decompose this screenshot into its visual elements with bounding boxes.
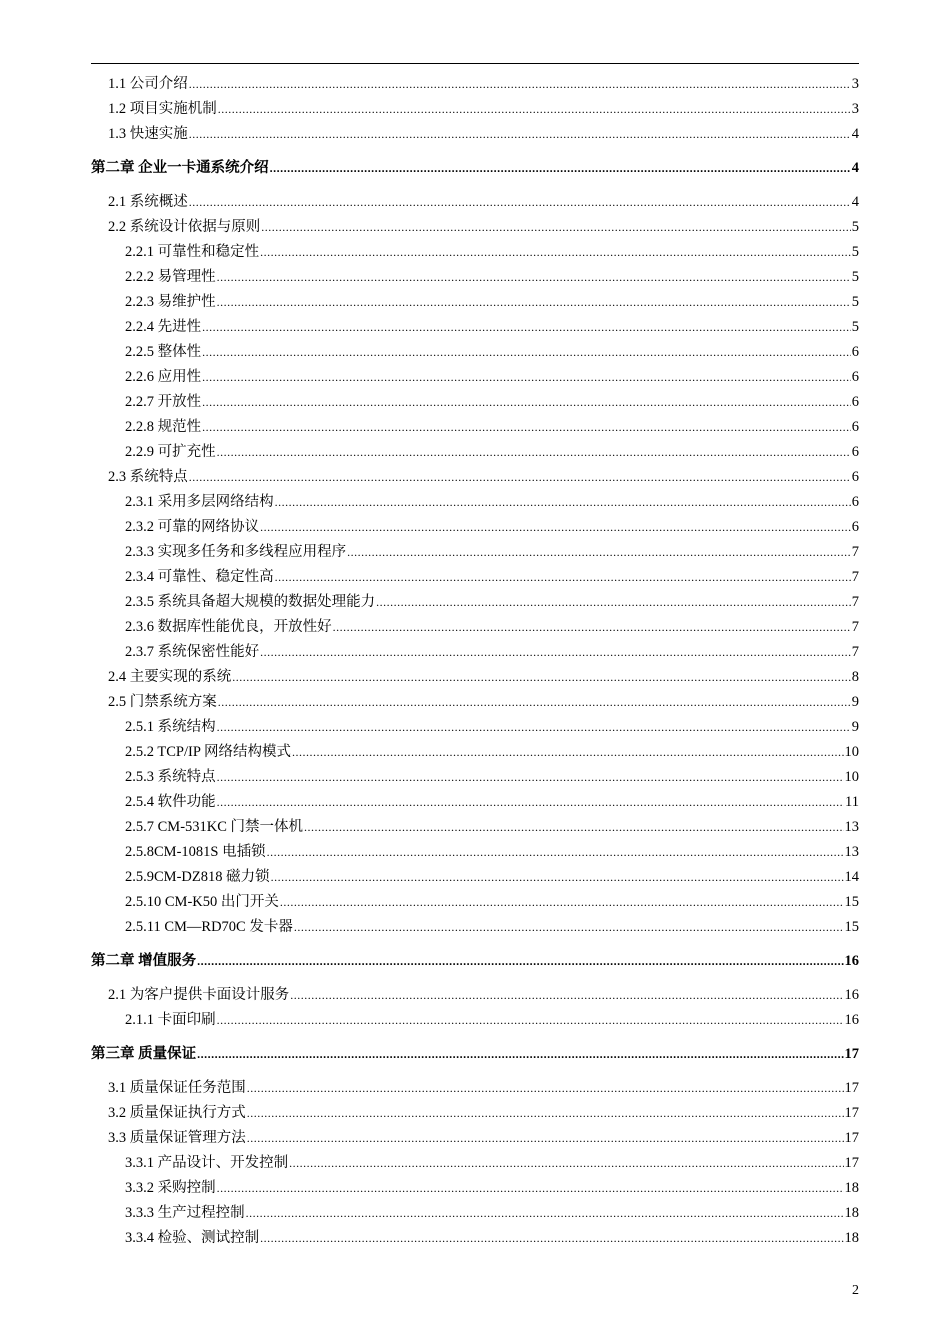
toc-entry[interactable] — [125, 617, 859, 637]
toc-entry[interactable] — [108, 124, 859, 144]
toc-entry[interactable] — [125, 592, 859, 612]
toc-entry-title: 2.5.1 系统结构 — [125, 719, 216, 735]
toc-entry-page: 17 — [844, 1046, 859, 1062]
toc-entry-title: 1.1 公司介绍 — [108, 76, 188, 92]
toc-dot-leader — [189, 467, 851, 487]
toc-dot-leader — [197, 1044, 843, 1064]
toc-dot-leader — [267, 842, 844, 862]
toc-entry-title: 2.3.5 系统具备超大规模的数据处理能力 — [125, 594, 376, 610]
toc-entry-title: 2.5 门禁系统方案 — [108, 694, 217, 710]
toc-entry-title: 2.5.10 CM-K50 出门开关 — [125, 894, 279, 910]
toc-entry-title: 2.3.4 可靠性、稳定性高 — [125, 569, 274, 585]
toc-entry-page: 3 — [851, 101, 859, 117]
toc-entry-page: 3 — [851, 76, 859, 92]
toc-entry-title: 2.3.2 可靠的网络协议 — [125, 519, 260, 535]
toc-dot-leader — [333, 617, 851, 637]
toc-entry-page: 4 — [851, 160, 859, 176]
toc-entry[interactable] — [125, 817, 859, 837]
toc-entry[interactable] — [108, 1078, 859, 1098]
toc-entry-page: 6 — [851, 344, 859, 360]
toc-dot-leader — [260, 1228, 843, 1248]
toc-entry-title: 2.5.9CM-DZ818 磁力锁 — [125, 869, 270, 885]
toc-entry-page: 7 — [851, 569, 859, 585]
toc-dot-leader — [290, 985, 843, 1005]
toc-entry[interactable] — [125, 892, 859, 912]
toc-entry[interactable] — [91, 951, 859, 971]
toc-entry-page: 6 — [851, 369, 859, 385]
toc-dot-leader — [217, 1010, 844, 1030]
toc-dot-leader — [247, 1078, 844, 1098]
toc-dot-leader — [292, 742, 844, 762]
toc-entry-title: 2.2.9 可扩充性 — [125, 444, 216, 460]
toc-entry-title: 2.5.8CM-1081S 电插锁 — [125, 844, 266, 860]
toc-entry-page: 18 — [844, 1205, 859, 1221]
toc-entry-page: 6 — [851, 444, 859, 460]
toc-dot-leader — [218, 99, 851, 119]
toc-entry-title: 3.1 质量保证任务范围 — [108, 1080, 246, 1096]
toc-entry-title: 2.3.7 系统保密性能好 — [125, 644, 260, 660]
toc-entry-title: 3.3.1 产品设计、开发控制 — [125, 1155, 289, 1171]
toc-entry[interactable] — [125, 767, 859, 787]
toc-entry[interactable] — [108, 692, 859, 712]
toc-entry-title: 2.2.6 应用性 — [125, 369, 202, 385]
toc-entry[interactable] — [125, 542, 859, 562]
toc-dot-leader — [217, 717, 851, 737]
toc-dot-leader — [202, 417, 851, 437]
toc-entry[interactable] — [108, 667, 859, 687]
toc-entry-page: 7 — [851, 594, 859, 610]
toc-entry-page: 7 — [851, 544, 859, 560]
toc-dot-leader — [217, 267, 851, 287]
toc-dot-leader — [261, 217, 851, 237]
toc-entry[interactable] — [125, 517, 859, 537]
toc-dot-leader — [217, 767, 844, 787]
toc-dot-leader — [275, 567, 851, 587]
toc-entry-page: 18 — [844, 1230, 859, 1246]
toc-entry[interactable] — [125, 842, 859, 862]
toc-entry-page: 10 — [844, 769, 859, 785]
toc-entry[interactable] — [125, 442, 859, 462]
toc-entry-title: 2.2.5 整体性 — [125, 344, 202, 360]
toc-entry-page: 6 — [851, 519, 859, 535]
toc-dot-leader — [347, 542, 851, 562]
toc-entry-title: 2.1.1 卡面印刷 — [125, 1012, 216, 1028]
toc-entry[interactable] — [125, 367, 859, 387]
toc-dot-leader — [247, 1128, 844, 1148]
toc-entry-title: 2.2 系统设计依据与原则 — [108, 219, 261, 235]
toc-dot-leader — [217, 292, 851, 312]
toc-entry[interactable] — [125, 392, 859, 412]
page-number: 2 — [852, 1283, 859, 1298]
toc-entry-page: 14 — [844, 869, 859, 885]
toc-entry-page: 16 — [844, 953, 859, 969]
toc-entry[interactable] — [108, 192, 859, 212]
toc-dot-leader — [202, 367, 851, 387]
toc-entry-page: 17 — [844, 1130, 859, 1146]
toc-entry[interactable] — [125, 292, 859, 312]
toc-dot-leader — [189, 192, 851, 212]
toc-entry[interactable] — [108, 217, 859, 237]
toc-dot-leader — [294, 917, 844, 937]
toc-entry-title: 2.5.11 CM—RD70C 发卡器 — [125, 919, 293, 935]
header-rule — [91, 63, 859, 64]
toc-dot-leader — [232, 667, 851, 687]
toc-entry-title: 2.3.6 数据库性能优良，开放性好 — [125, 619, 332, 635]
toc-entry-page: 11 — [845, 794, 859, 810]
toc-entry-title: 2.2.7 开放性 — [125, 394, 202, 410]
toc-dot-leader — [189, 124, 851, 144]
toc-dot-leader — [275, 492, 851, 512]
toc-entry[interactable] — [108, 467, 859, 487]
toc-entry-page: 6 — [851, 394, 859, 410]
toc-entry-title: 2.2.4 先进性 — [125, 319, 202, 335]
toc-entry[interactable] — [125, 1153, 859, 1173]
toc-entry[interactable] — [108, 1103, 859, 1123]
toc-entry-title: 2.5.3 系统特点 — [125, 769, 216, 785]
toc-entry-page: 8 — [851, 669, 859, 685]
toc-entry-title: 2.2.2 易管理性 — [125, 269, 216, 285]
toc-entry[interactable] — [125, 242, 859, 262]
toc-entry-title: 第三章 质量保证 — [91, 1046, 197, 1062]
toc-dot-leader — [189, 74, 851, 94]
toc-entry[interactable] — [125, 1010, 859, 1030]
toc-entry-page: 7 — [851, 619, 859, 635]
toc-entry-title: 2.3.1 采用多层网络结构 — [125, 494, 274, 510]
toc-entry-title: 3.3.3 生产过程控制 — [125, 1205, 245, 1221]
toc-entry-page: 5 — [851, 244, 859, 260]
toc-entry-page: 4 — [851, 194, 859, 210]
toc-entry[interactable] — [108, 1128, 859, 1148]
toc-entry[interactable] — [108, 99, 859, 119]
toc-entry-page: 5 — [851, 319, 859, 335]
toc-dot-leader — [280, 892, 844, 912]
toc-entry-page: 5 — [851, 269, 859, 285]
toc-dot-leader — [197, 951, 843, 971]
toc-dot-leader — [246, 1203, 844, 1223]
toc-entry-title: 2.3.3 实现多任务和多线程应用程序 — [125, 544, 347, 560]
toc-entry[interactable] — [125, 717, 859, 737]
toc-entry[interactable] — [125, 1228, 859, 1248]
toc-dot-leader — [260, 642, 851, 662]
toc-entry[interactable] — [125, 267, 859, 287]
toc-dot-leader — [376, 592, 851, 612]
toc-dot-leader — [247, 1103, 844, 1123]
toc-entry-page: 16 — [844, 987, 859, 1003]
toc-entry[interactable] — [125, 492, 859, 512]
toc-entry-title: 2.3 系统特点 — [108, 469, 188, 485]
toc-entry-title: 1.3 快速实施 — [108, 126, 188, 142]
toc-entry-page: 6 — [851, 469, 859, 485]
toc-entry[interactable] — [91, 1044, 859, 1064]
toc-entry[interactable] — [125, 567, 859, 587]
toc-entry-title: 3.2 质量保证执行方式 — [108, 1105, 246, 1121]
toc-entry-title: 2.2.8 规范性 — [125, 419, 202, 435]
toc-entry-page: 9 — [851, 694, 859, 710]
toc-entry-page: 13 — [844, 844, 859, 860]
toc-entry-title: 2.1 系统概述 — [108, 194, 188, 210]
toc-entry[interactable] — [125, 417, 859, 437]
toc-dot-leader — [202, 317, 851, 337]
toc-entry-title: 第二章 企业一卡通系统介绍 — [91, 160, 269, 176]
toc-entry-page: 10 — [844, 744, 859, 760]
toc-entry-page: 15 — [844, 894, 859, 910]
toc-entry-page: 17 — [844, 1155, 859, 1171]
toc-dot-leader — [217, 1178, 844, 1198]
toc-entry-page: 18 — [844, 1180, 859, 1196]
toc-entry-page: 13 — [844, 819, 859, 835]
toc-entry-title: 2.5.2 TCP/IP 网络结构模式 — [125, 744, 291, 760]
toc-dot-leader — [260, 242, 851, 262]
toc-entry-title: 2.1 为客户提供卡面设计服务 — [108, 987, 290, 1003]
toc-entry-page: 17 — [844, 1080, 859, 1096]
toc-entry-title: 2.4 主要实现的系统 — [108, 669, 232, 685]
toc-entry-title: 第二章 增值服务 — [91, 953, 197, 969]
toc-entry-page: 16 — [844, 1012, 859, 1028]
toc-entry[interactable] — [125, 342, 859, 362]
toc-dot-leader — [202, 342, 851, 362]
toc-dot-leader — [218, 692, 851, 712]
toc-dot-leader — [270, 158, 851, 178]
toc-dot-leader — [271, 867, 844, 887]
toc-dot-leader — [260, 517, 851, 537]
toc-entry-page: 6 — [851, 494, 859, 510]
toc-entry-title: 3.3.4 检验、测试控制 — [125, 1230, 260, 1246]
toc-entry-page: 4 — [851, 126, 859, 142]
toc-entry-title: 3.3 质量保证管理方法 — [108, 1130, 246, 1146]
toc-entry-title: 3.3.2 采购控制 — [125, 1180, 216, 1196]
toc-entry[interactable] — [125, 642, 859, 662]
toc-entry[interactable] — [108, 985, 859, 1005]
toc-entry-page: 5 — [851, 294, 859, 310]
toc-entry-page: 6 — [851, 419, 859, 435]
toc-entry[interactable] — [125, 867, 859, 887]
toc-entry-title: 2.5.4 软件功能 — [125, 794, 216, 810]
toc-entry[interactable] — [125, 742, 859, 762]
toc-entry[interactable] — [125, 1203, 859, 1223]
toc-dot-leader — [304, 817, 843, 837]
toc-entry[interactable] — [91, 158, 859, 178]
toc-entry-page: 17 — [844, 1105, 859, 1121]
toc-entry[interactable] — [125, 1178, 859, 1198]
toc-entry[interactable] — [125, 317, 859, 337]
toc-entry-title: 1.2 项目实施机制 — [108, 101, 217, 117]
toc-entry[interactable] — [108, 74, 859, 94]
toc-entry-title: 2.2.3 易维护性 — [125, 294, 216, 310]
toc-entry-title: 2.2.1 可靠性和稳定性 — [125, 244, 260, 260]
toc-entry[interactable] — [125, 917, 859, 937]
toc-entry-page: 7 — [851, 644, 859, 660]
toc-entry-title: 2.5.7 CM-531KC 门禁一体机 — [125, 819, 304, 835]
toc-entry-page: 9 — [851, 719, 859, 735]
toc-dot-leader — [217, 792, 844, 812]
toc-dot-leader — [289, 1153, 843, 1173]
toc-entry-page: 15 — [844, 919, 859, 935]
toc-dot-leader — [202, 392, 851, 412]
toc-entry[interactable] — [125, 792, 859, 812]
toc-entry-page: 5 — [851, 219, 859, 235]
toc-dot-leader — [217, 442, 851, 462]
